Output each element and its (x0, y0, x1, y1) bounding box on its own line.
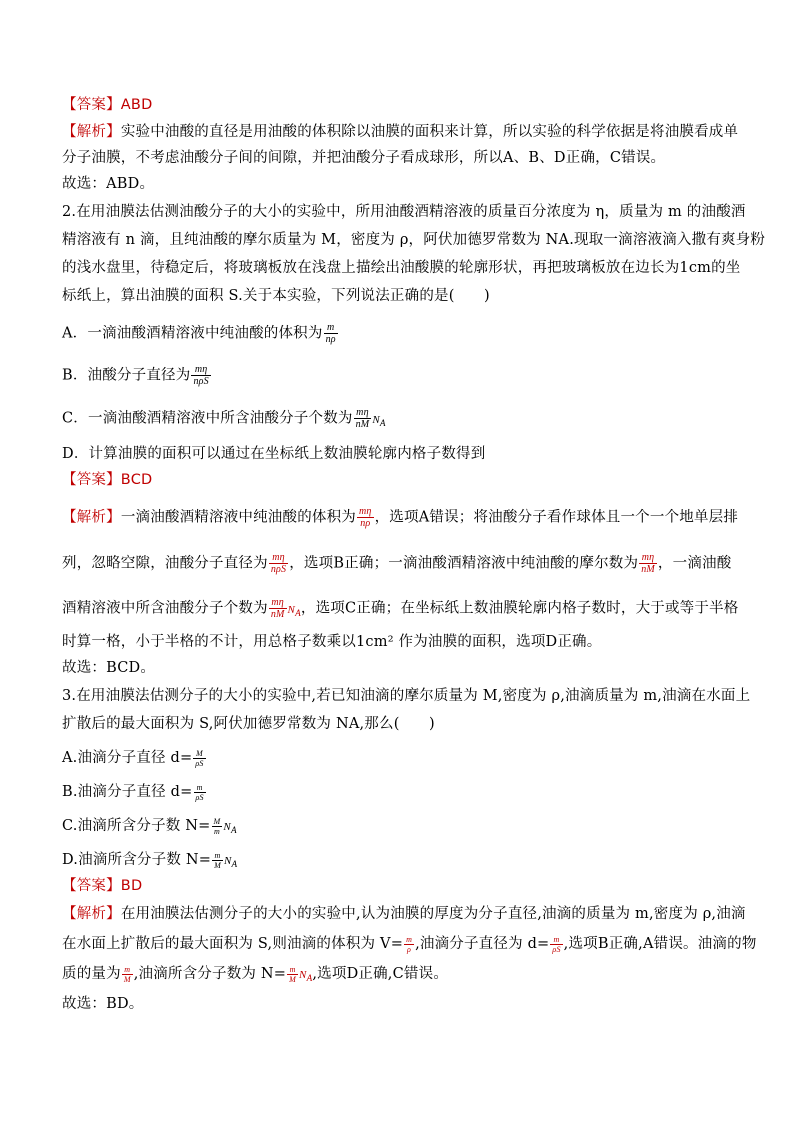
analysis-1-line-1 (62, 122, 738, 142)
formula-fraction: $\frac{m\eta}{\text{nρS}}$ (270, 552, 287, 575)
answer-2: 【答案】BCD (62, 472, 153, 488)
option-2b (62, 364, 212, 387)
formula-fraction: $\frac{M}{\rho S}$ (195, 748, 204, 768)
analysis-tag: 【解析】 (62, 906, 121, 922)
option-2b-text: B．油酸分子直径为 (62, 367, 191, 384)
option-2a-text: A．一滴油酸酒精溶液中纯油酸的体积为 (62, 325, 323, 342)
option-3a-text: A.油滴分子直径 d= (62, 750, 193, 766)
formula-fraction: $\frac{m\eta}{nM}$ (355, 407, 370, 430)
formula-fraction: $\frac{m\eta}{nM}$ (641, 552, 655, 575)
question-3-line-1: 3.在用油膜法估测分子的大小的实验中,若已知油滴的摩尔质量为 M,密度为 ρ,油滴质量为 m,油滴在水面上 (62, 688, 751, 704)
analysis-text: ，一滴油酸 (657, 555, 732, 572)
analysis-3-line-3: 质的量为 $\frac{m}{M}$ ,油滴所含分子数为 N= $\frac{m}{M}$ $N_A$,选项D正确,C错误。 (62, 964, 449, 984)
analysis-2-line-2 (62, 552, 731, 575)
analysis-text: 在水面上扩散后的最大面积为 S,则油滴的体积为 V= (62, 936, 404, 952)
formula-fraction: $\frac{m}{M}$ (214, 850, 221, 870)
analysis-2-line-4: 时算一格，小于半格的不计，用总格子数乘以1cm² 作为油膜的面积，选项D正确。 (62, 634, 602, 650)
formula-fraction: $\frac{M}{m}$ (213, 816, 221, 836)
option-3c: C.油滴所含分子数 N= $\frac{M}{m}$ $N_A$ (62, 816, 237, 836)
option-3c-text: C.油滴所含分子数 N= (62, 818, 211, 834)
choose-3: 故选：BD。 (62, 996, 144, 1012)
answer-1: 【答案】ABD (62, 97, 153, 113)
analysis-text: ,油滴所含分子数为 N= (133, 966, 287, 982)
analysis-text: 实验中油酸的直径是用油酸的体积除以油膜的面积来计算，所以实验的科学依据是将油膜看成单 (120, 124, 739, 140)
option-3d-text: D.油滴所含分子数 N= (62, 852, 212, 868)
formula-fraction: $\frac{m}{\rho S}$ (195, 782, 204, 802)
question-2-line-4: 标纸上，算出油膜的面积 S.关于本实验，下列说法正确的是( ) (62, 288, 490, 304)
answer-3: 【答案】BD (62, 878, 143, 894)
analysis-2-line-1 (62, 506, 738, 529)
formula-fraction: $\frac{m}{M}$ (123, 964, 131, 984)
analysis-text: 在用油膜法估测分子的大小的实验中,认为油膜的厚度为分子直径,油滴的质量为 m,密度为 ρ,油滴 (120, 906, 746, 922)
analysis-text: ,选项B正确,A错误。油滴的物 (563, 936, 757, 952)
question-2-line-2: 精溶液有 n 滴，且纯油酸的摩尔质量为 M，密度为 ρ，阿伏加德罗常数为 NA.现取一滴溶液滴入撒有爽身粉 (62, 232, 766, 248)
question-2-line-3: 的浅水盘里，待稳定后，将玻璃板放在浅盘上描绘出油酸膜的轮廓形状，再把玻璃板放在边长为1cm的坐 (62, 260, 741, 276)
analysis-tag: 【解析】 (62, 124, 121, 140)
analysis-2-line-3: 酒精溶液中所含油酸分子个数为 $\frac{m\eta}{nM}$ $N_A$，选项C正确；在坐标纸上数油膜轮廓内格子数时，大于或等于半格 (62, 597, 739, 620)
question-3-line-2: 扩散后的最大面积为 S,阿伏加德罗常数为 NA,那么( ) (62, 716, 435, 732)
option-3d: D.油滴所含分子数 N= $\frac{m}{M}$ $N_A$ (62, 850, 238, 870)
formula-fraction: $\frac{m\eta}{nM}$ (270, 597, 285, 620)
option-2a (62, 322, 339, 345)
analysis-text: ，选项A错误；将油酸分子看作球体且一个一个地单层排 (374, 509, 739, 526)
analysis-text: ,油滴分子直径为 d= (415, 936, 550, 952)
option-3b (62, 782, 207, 802)
formula-fraction: $\frac{m\eta}{\text{nρS}}$ (193, 364, 209, 387)
analysis-text: 酒精溶液中所含油酸分子个数为 (62, 600, 268, 617)
choose-2: 故选：BCD。 (62, 660, 156, 676)
formula-fraction: $\frac{m\eta}{n\rho}$ (359, 506, 372, 529)
choose-1: 故选：ABD。 (62, 176, 155, 192)
analysis-text: 一滴油酸酒精溶液中纯油酸的体积为 (120, 509, 357, 526)
analysis-3-line-1 (62, 904, 746, 924)
formula-fraction: $\frac{m}{\rho S}$ (552, 934, 561, 954)
question-2-line-1: 2.在用油膜法估测油酸分子的大小的实验中，所用油酸酒精溶液的质量百分浓度为 η，质量为 m 的油酸酒 (62, 204, 746, 220)
analysis-text: 质的量为 (62, 966, 121, 982)
analysis-text: ，选项C正确；在坐标纸上数油膜轮廓内格子数时，大于或等于半格 (300, 600, 739, 617)
analysis-text: 列，忽略空隙，油酸分子直径为 (62, 555, 268, 572)
option-2c: C．一滴油酸酒精溶液中所含油酸分子个数为 $\frac{m\eta}{nM}$ $N_A$ (62, 407, 386, 430)
option-3b-text: B.油滴分子直径 d= (62, 784, 193, 800)
option-2c-text: C．一滴油酸酒精溶液中所含油酸分子个数为 (62, 410, 353, 427)
formula-fraction: $\frac{m}{M}$ (289, 964, 297, 984)
option-3a (62, 748, 207, 768)
analysis-text: ,选项D正确,C错误。 (312, 966, 449, 982)
analysis-tag: 【解析】 (62, 509, 121, 526)
analysis-text: ，选项B正确；一滴油酸酒精溶液中纯油酸的摩尔数为 (289, 555, 639, 572)
option-2d: D．计算油膜的面积可以通过在坐标纸上数油膜轮廓内格子数得到 (62, 446, 486, 462)
analysis-1-line-2: 分子油膜，不考虑油酸分子间的间隙，并把油酸分子看成球形，所以A、B、D正确，C错误。 (62, 150, 666, 166)
formula-fraction: $\frac{m}{n\rho}$ (325, 322, 336, 345)
analysis-3-line-2 (62, 934, 757, 954)
formula-fraction: $\frac{m}{\rho}$ (406, 934, 413, 954)
